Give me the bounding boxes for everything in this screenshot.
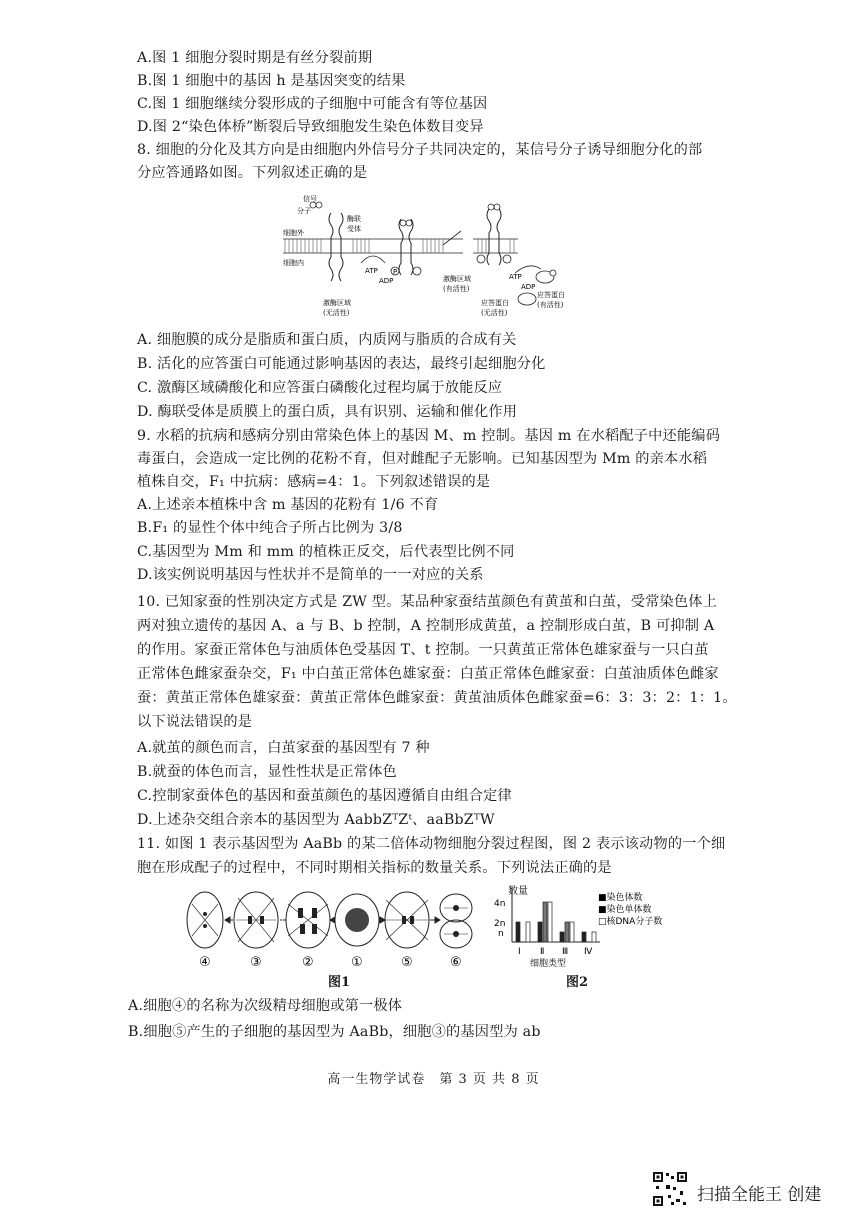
- chart-ylabel: 数量: [508, 886, 528, 897]
- q8-signal-pathway-figure: [283, 193, 583, 323]
- chart-ytick-4n: 4n: [494, 899, 506, 909]
- q10-stem-4: 正常体色雌家蚕杂交，F₁ 中白茧正常体色雄家蚕：白茧正常体色雌家蚕：白茧油质体色雌家: [137, 666, 719, 682]
- q8-fig-atp-label: ATP: [365, 267, 378, 275]
- q8-option-d: D. 酶联受体是质膜上的蛋白质，具有识别、运输和催化作用: [137, 404, 518, 420]
- q8-stem-2: 分应答通路如图。下列叙述正确的是: [137, 165, 368, 181]
- q11-stem-1: 11. 如图 1 表示基因型为 AaBb 的某二倍体动物细胞分裂过程图，图 2 表示该动物的一个细: [137, 836, 726, 852]
- q9-option-a: A.上述亲本植株中含 m 基因的花粉有 1/6 不育: [137, 497, 439, 513]
- q8-fig-receptor-label-1: 酶联: [347, 215, 361, 223]
- chart-xtick-3: Ⅲ: [562, 947, 569, 957]
- q8-fig-outside-label: 细胞外: [283, 229, 304, 237]
- bar-4-series-3: [592, 932, 596, 942]
- cell-label-2: ②: [302, 955, 314, 970]
- chart-xtick-2: Ⅱ: [540, 947, 545, 957]
- q8-option-a: A. 细胞膜的成分是脂质和蛋白质，内质网与脂质的合成有关: [137, 332, 517, 348]
- q11-figure-1: [180, 884, 490, 972]
- q8-fig-inside-label: 细胞内: [283, 259, 304, 267]
- q8-fig-resp2b-label: (有活性): [537, 301, 564, 309]
- q7-option-b: B.图 1 细胞中的基因 h 是基因突变的结果: [137, 73, 406, 89]
- q9-stem-2: 毒蛋白，会造成一定比例的花粉不育，但对雌配子无影响。已知基因型为 Mm 的亲本水稻: [137, 451, 708, 467]
- bar-3-series-1: [560, 932, 564, 942]
- bar-3-series-3: [570, 922, 574, 942]
- q8-fig-adp-label-2: ADP: [521, 283, 536, 291]
- cell-label-4: ④: [199, 955, 211, 970]
- chart-xtick-4: Ⅳ: [584, 947, 593, 957]
- bar-2-series-3: [548, 902, 552, 942]
- bar-4-series-1: [582, 932, 586, 942]
- q10-stem-5: 蚕：黄茧正常体色雄家蚕：黄茧正常体色雌家蚕：黄茧油质体色雌家蚕=6：3：3：2：1：1。: [137, 690, 737, 706]
- q9-stem-1: 9. 水稻的抗病和感病分别由常染色体上的基因 M、m 控制。基因 m 在水稻配子中还能编码: [137, 428, 721, 444]
- q8-fig-atp-label-2: ATP: [509, 273, 522, 281]
- figure-2-caption: 图2: [566, 975, 589, 990]
- chart-ytick-2n: 2n: [494, 919, 506, 929]
- cell-label-1: ①: [351, 955, 363, 970]
- q8-fig-active-label: (有活性): [443, 285, 470, 293]
- q10-stem-3: 的作用。家蚕正常体色与油质体色受基因 T、t 控制。一只黄茧正常体色雄家蚕与一只白茧: [137, 642, 709, 658]
- bar-2-series-2: [543, 902, 547, 942]
- q9-option-b: B.F₁ 的显性个体中纯合子所占比例为 3/8: [137, 520, 403, 536]
- page-footer: 高一生物学试卷 第 3 页 共 8 页: [327, 1072, 540, 1087]
- q10-stem-6: 以下说法错误的是: [137, 714, 253, 730]
- q7-option-c: C.图 1 细胞继续分裂形成的子细胞中可能含有等位基因: [137, 96, 488, 112]
- figure-1-caption: 图1: [328, 975, 351, 990]
- bar-2-series-1: [538, 922, 542, 942]
- q11-figure-2-chart: [490, 882, 700, 972]
- chart-legend-1: ■染色体数: [598, 893, 643, 903]
- q8-fig-kinase-label-1: 激酶区域: [323, 299, 351, 307]
- bar-1-series-3: [526, 922, 530, 942]
- q8-option-b: B. 活化的应答蛋白可能通过影响基因的表达，最终引起细胞分化: [137, 356, 546, 372]
- q8-fig-inactive-label: (无活性): [323, 309, 350, 317]
- cell-label-6: ⑥: [450, 955, 462, 970]
- scanner-watermark: [652, 1171, 867, 1211]
- q9-option-d: D.该实例说明基因与性状并不是简单的一一对应的关系: [137, 567, 484, 583]
- cell-label-5: ⑤: [401, 955, 413, 970]
- q8-option-c: C. 激酶区域磷酸化和应答蛋白磷酸化过程均属于放能反应: [137, 380, 503, 396]
- chart-legend-3: □核DNA分子数: [598, 917, 663, 927]
- chart-legend-2: ■染色单体数: [598, 905, 652, 915]
- q8-fig-resp1-label: 应答蛋白: [481, 299, 509, 307]
- cell-label-3: ③: [250, 955, 262, 970]
- q9-stem-3: 植株自交，F₁ 中抗病：感病=4：1。下列叙述错误的是: [137, 474, 491, 490]
- qr-code-icon: [652, 1171, 688, 1207]
- q8-stem-1: 8. 细胞的分化及其方向是由细胞内外信号分子共同决定的，某信号分子诱导细胞分化的部: [137, 142, 703, 158]
- q7-option-a: A.图 1 细胞分裂时期是有丝分裂前期: [137, 50, 373, 66]
- q8-fig-molecule-label: 分子: [297, 207, 311, 215]
- q8-fig-p-label-1: P: [393, 268, 398, 276]
- chart-ytick-n: n: [498, 929, 504, 939]
- q10-option-d: D.上述杂交组合亲本的基因型为 AabbZᵀZᵗ、aaBbZᵀW: [137, 812, 495, 828]
- chart-xlabel: 细胞类型: [530, 959, 567, 969]
- q8-fig-adp-label: ADP: [379, 277, 394, 285]
- q7-option-d: D.图 2“染色体桥”断裂后导致细胞发生染色体数目变异: [137, 119, 484, 135]
- q9-option-c: C.基因型为 Mm 和 mm 的植株正反交，后代表型比例不同: [137, 544, 515, 560]
- q8-fig-resp2-label: 应答蛋白: [537, 291, 565, 299]
- q10-option-a: A.就茧的颜色而言，白茧家蚕的基因型有 7 种: [137, 740, 430, 756]
- q11-option-a: A.细胞④的名称为次级精母细胞或第一极体: [128, 998, 403, 1014]
- q8-fig-signal-label: 信号: [303, 195, 317, 203]
- q10-option-c: C.控制家蚕体色的基因和蚕茧颜色的基因遵循自由组合定律: [137, 788, 512, 804]
- q11-option-b: B.细胞⑤产生的子细胞的基因型为 AaBb，细胞③的基因型为 ab: [128, 1024, 541, 1040]
- q8-fig-resp1b-label: (无活性): [481, 309, 508, 317]
- q8-fig-kinase-label-2: 激酶区域: [443, 275, 471, 283]
- watermark-text: 扫描全能王 创建: [697, 1185, 822, 1205]
- bar-3-series-2: [565, 922, 569, 942]
- q10-stem-2: 两对独立遗传的基因 A、a 与 B、b 控制，A 控制形成黄茧，a 控制形成白茧，B 可抑制 A: [137, 618, 715, 634]
- bar-1-series-1: [516, 922, 520, 942]
- q11-stem-2: 胞在形成配子的过程中，不同时期相关指标的数量关系。下列说法正确的是: [137, 860, 612, 876]
- q8-fig-receptor-label-2: 受体: [347, 225, 361, 233]
- q10-stem-1: 10. 已知家蚕的性别决定方式是 ZW 型。某品种家蚕结茧颜色有黄茧和白茧，受常染色体上: [137, 594, 718, 610]
- chart-xtick-1: Ⅰ: [518, 947, 521, 957]
- q10-option-b: B.就蚕的体色而言，显性性状是正常体色: [137, 764, 397, 780]
